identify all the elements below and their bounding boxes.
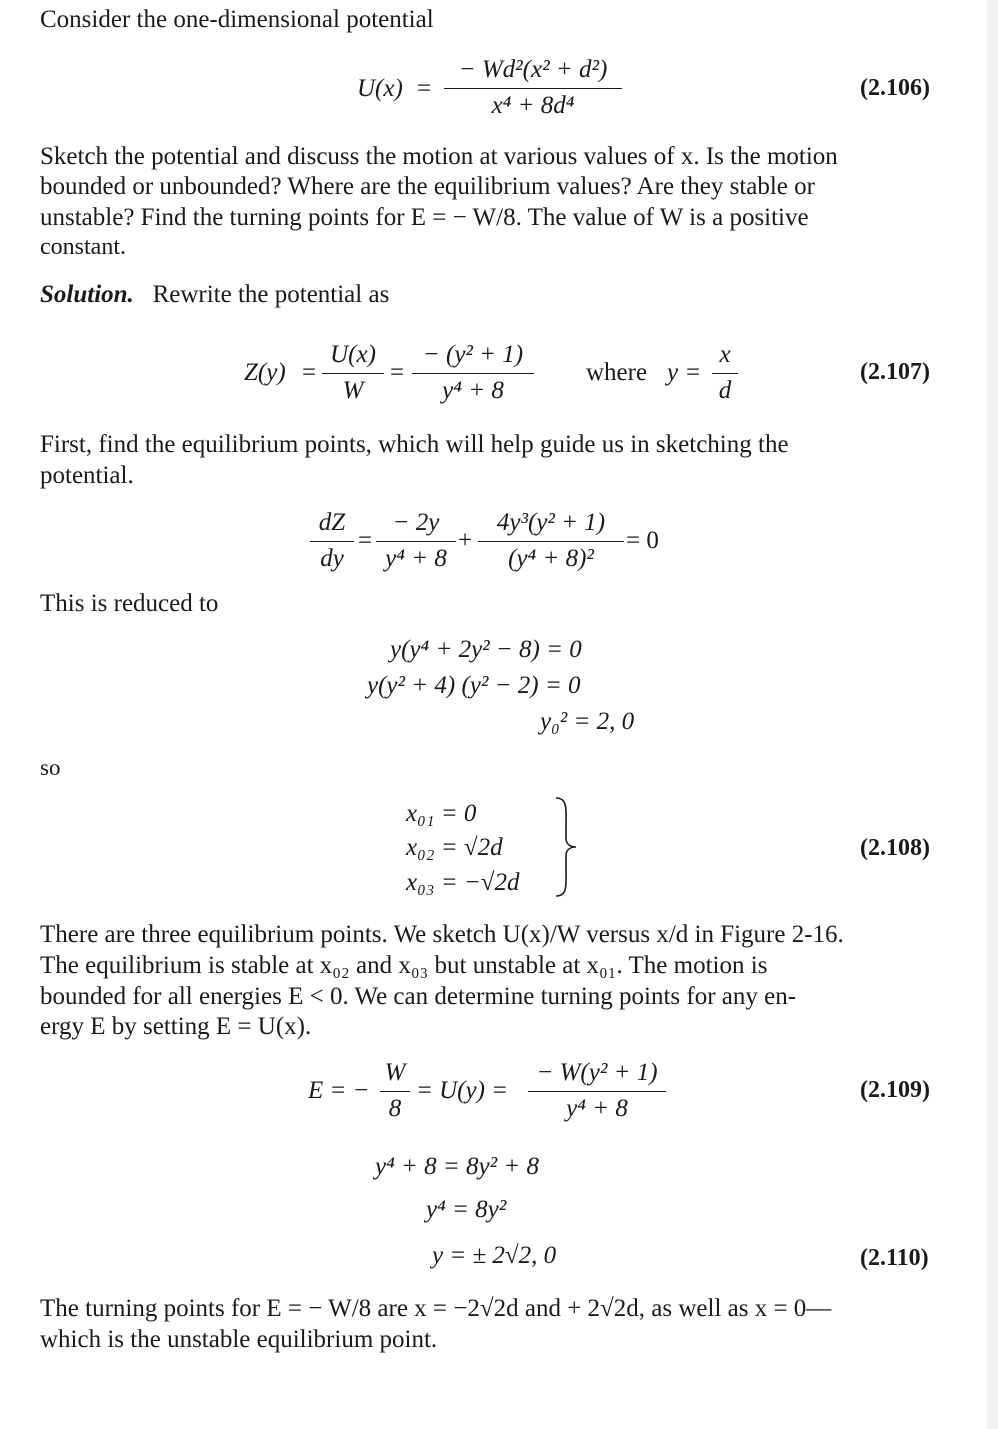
page-edge-shadow <box>987 0 998 1429</box>
eq2108-line-1: x₀₁ = 0 <box>406 800 477 827</box>
para3-line-1: There are three equilibrium points. We sketch U(x)/W versus x/d in Figure 2-16. <box>40 921 844 948</box>
deriv-term2-fraction <box>478 508 624 574</box>
eq2106-number: (2.106) <box>860 75 930 101</box>
eq2107-fraction-2 <box>412 340 534 406</box>
eq2107-fraction-3 <box>712 340 738 406</box>
eq2109-fraction-1 <box>380 1058 410 1124</box>
eq2107-frac1-den: W <box>342 376 364 404</box>
deriv-term2-den: (y⁴ + 8)² <box>508 544 594 572</box>
eq2107-equals-1: = <box>302 359 317 386</box>
deriv-lhs-num: dZ <box>310 508 354 542</box>
reduced-text: This is reduced to <box>40 590 219 617</box>
eq2107-frac2-num: − (y² + 1) <box>412 340 534 374</box>
eq2109-frac2-den: y⁴ + 8 <box>566 1094 628 1122</box>
para3-line-3: bounded for all energies E < 0. We can determine turning points for any en- <box>40 983 797 1010</box>
reduced-eq-2: y(y² + 4) (y² − 2) = 0 <box>367 672 581 699</box>
eq2109-lhs: E = − <box>308 1077 370 1104</box>
deriv-plus: + <box>458 527 473 554</box>
problem-line-1: Sketch the potential and discuss the motion at various values of x. Is the motion <box>40 143 838 170</box>
eq2107-number: (2.107) <box>860 359 930 385</box>
eq2107-y-equals: y = <box>667 359 702 386</box>
solution-label: Solution. <box>40 281 134 308</box>
eq2106-fraction <box>444 55 622 121</box>
eq2106-denominator: x⁴ + 8d⁴ <box>491 91 575 119</box>
para3-line-2: The equilibrium is stable at x₀₂ and x₀₃ but unstable at x₀₁. The motion is <box>40 952 768 979</box>
eq2109-middle: = U(y) = <box>416 1077 509 1104</box>
deriv-rhs: = 0 <box>626 527 659 554</box>
problem-line-3: unstable? Find the turning points for E = − W/8. The value of W is a positive <box>40 204 809 231</box>
deriv-equals: = <box>358 527 373 554</box>
deriv-lhs-den: dy <box>320 544 344 572</box>
eq2108-right-brace <box>552 796 580 898</box>
intro-text: Consider the one-dimensional potential <box>40 6 434 33</box>
eq2106-equals: = <box>417 75 432 102</box>
problem-line-2: bounded or unbounded? Where are the equilibrium values? Are they stable or <box>40 173 815 200</box>
eq2108-line-2: x₀₂ = √2d <box>406 834 503 861</box>
eq2110-number: (2.110) <box>860 1245 929 1271</box>
eq2107-fraction-1 <box>322 340 384 406</box>
eq2107-frac2-den: y⁴ + 8 <box>442 376 504 404</box>
deriv-term1-num: − 2y <box>376 508 456 542</box>
deriv-term1-den: y⁴ + 8 <box>385 544 447 572</box>
so-text: so <box>40 755 61 780</box>
eq2109-fraction-2 <box>528 1058 666 1124</box>
eq2108-line-3: x₀₃ = −√2d <box>406 869 520 896</box>
solution-heading <box>40 280 389 311</box>
eq2107-lhs: Z(y) <box>244 359 286 386</box>
eq2106-numerator: − Wd²(x² + d²) <box>444 55 622 89</box>
conclusion-line-2: which is the unstable equilibrium point. <box>40 1326 438 1353</box>
eq2107-equals-2: = <box>390 359 405 386</box>
deriv-term2-num: 4y³(y² + 1) <box>478 508 624 542</box>
first-line-2: potential. <box>40 462 134 489</box>
conclusion-line-1: The turning points for E = − W/8 are x = −2√2d and + 2√2d, as well as x = 0— <box>40 1295 832 1322</box>
eq2109-frac1-den: 8 <box>388 1094 402 1122</box>
reduced-eq-3: y₀² = 2, 0 <box>540 708 635 735</box>
eq2107-frac3-den: d <box>718 376 732 404</box>
para3-line-4: ergy E by setting E = U(x). <box>40 1013 312 1040</box>
eq2108-number: (2.108) <box>860 835 930 861</box>
solution-text: Rewrite the potential as <box>152 281 390 308</box>
first-line-1: First, find the equilibrium points, which will help guide us in sketching the <box>40 431 789 458</box>
eq2106-lhs: U(x) <box>357 75 403 102</box>
deriv-term1-fraction <box>376 508 456 574</box>
eq2109-frac1-num: W <box>380 1058 410 1092</box>
eq2109-frac2-num: − W(y² + 1) <box>528 1058 666 1092</box>
eq2109-number: (2.109) <box>860 1077 930 1103</box>
eq2107-frac1-num: U(x) <box>322 340 384 374</box>
eq2107-frac3-num: x <box>712 340 738 374</box>
reduced-eq-1: y(y⁴ + 2y² − 8) = 0 <box>390 636 582 663</box>
problem-line-4: constant. <box>40 234 126 260</box>
eq2110-line-3: y = ± 2√2, 0 <box>432 1242 557 1269</box>
eq2110-line-1: y⁴ + 8 = 8y² + 8 <box>375 1153 539 1180</box>
eq2107-where: where <box>586 359 648 386</box>
eq2110-line-2: y⁴ = 8y² <box>426 1196 507 1223</box>
deriv-lhs-fraction <box>310 508 354 574</box>
